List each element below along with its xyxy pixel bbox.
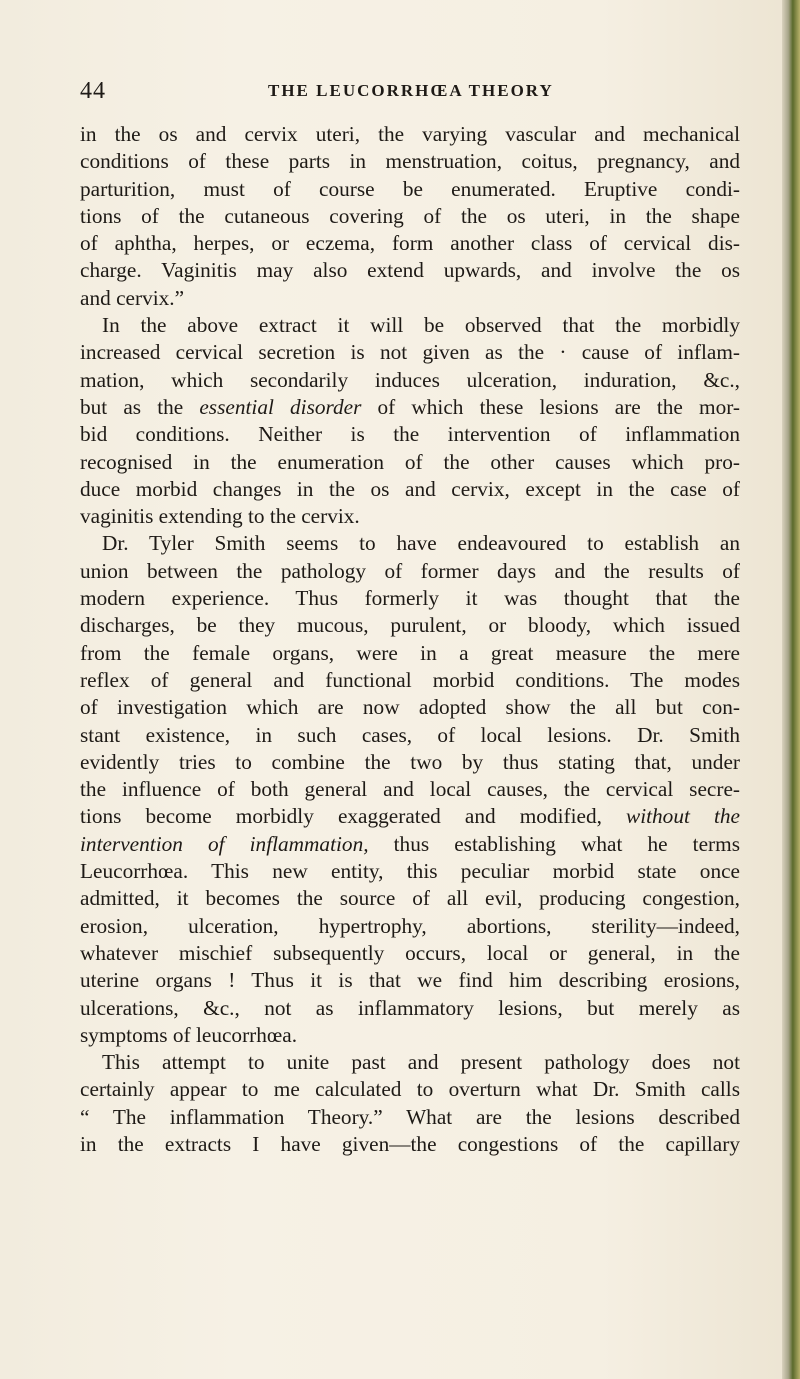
text-line: stant existence, in such cases, of local lesions. Dr. Smith	[80, 722, 740, 747]
text-fragment: of which these lesions are the mor-	[361, 394, 740, 419]
text-line-with-italic	[80, 394, 740, 421]
text-line-with-italic	[80, 803, 740, 830]
text-fragment: thus establishing what he terms	[368, 831, 740, 856]
text-line: increased cervical secretion is not given as the · cause of inflam-	[80, 340, 740, 365]
text-line: symptoms of leucorrhœa.	[80, 1022, 298, 1047]
italic-phrase: intervention of inflammation,	[80, 831, 369, 856]
page-header	[80, 78, 740, 108]
running-head: THE LEUCORRHŒA THEORY	[268, 81, 554, 100]
text-line: recognised in the enumeration of the other causes which pro-	[80, 449, 740, 474]
text-line: Dr. Tyler Smith seems to have endeavoured to establish an	[102, 531, 740, 556]
text-line: discharges, be they mucous, purulent, or bloody, which issued	[80, 613, 740, 638]
text-line: from the female organs, were in a great measure the mere	[80, 640, 740, 665]
text-line: mation, which secondarily induces ulceration, induration, &c.,	[80, 367, 740, 392]
italic-phrase: essential disorder	[199, 394, 362, 419]
body-text	[80, 121, 740, 1158]
text-fragment: tions become morbidly exaggerated and modified,	[80, 804, 626, 829]
text-line: parturition, must of course be enumerated. Eruptive condi-	[80, 176, 740, 201]
text-line: in the os and cervix uteri, the varying vascular and mechanical	[80, 122, 740, 146]
text-line: the influence of both general and local causes, the cervical secre-	[80, 777, 740, 802]
text-line: of investigation which are now adopted show the all but con-	[80, 695, 740, 720]
text-line: This attempt to unite past and present pathology does not	[102, 1050, 740, 1075]
text-line: union between the pathology of former days and the results of	[80, 558, 740, 583]
text-line: tions of the cutaneous covering of the os uteri, in the shape	[80, 203, 740, 228]
page-edge-binding	[782, 0, 800, 1379]
text-line: uterine organs ! Thus it is that we find him describing erosions,	[80, 968, 740, 993]
text-line: and cervix.”	[80, 285, 185, 310]
text-line: of aphtha, herpes, or eczema, form another class of cervical dis-	[80, 231, 740, 256]
text-line: admitted, it becomes the source of all evil, producing congestion,	[80, 886, 740, 911]
text-line: In the above extract it will be observed that the morbidly	[102, 313, 740, 338]
text-line: evidently tries to combine the two by thus stating that, under	[80, 749, 740, 774]
text-line: charge. Vaginitis may also extend upwards, and involve the os	[80, 258, 740, 283]
text-line: bid conditions. Neither is the intervention of inflammation	[80, 422, 740, 447]
text-line: “ The inflammation Theory.” What are the lesions described	[80, 1104, 740, 1129]
italic-phrase: without the	[626, 804, 740, 829]
text-line: erosion, ulceration, hypertrophy, abortions, sterility—indeed,	[80, 913, 740, 938]
page-number: 44	[80, 78, 106, 104]
text-line: ulcerations, &c., not as inflammatory lesions, but merely as	[80, 995, 740, 1020]
text-line: Leucorrhœa. This new entity, this peculiar morbid state once	[80, 859, 740, 884]
text-line: duce morbid changes in the os and cervix, except in the case of	[80, 476, 740, 501]
text-line: whatever mischief subsequently occurs, local or general, in the	[80, 940, 740, 965]
text-fragment: but as the	[80, 394, 200, 419]
text-line: modern experience. Thus formerly it was thought that the	[80, 586, 740, 611]
text-line: vaginitis extending to the cervix.	[80, 504, 360, 529]
text-line: in the extracts I have given—the congestions of the capillary	[80, 1131, 740, 1156]
text-line: reflex of general and functional morbid conditions. The modes	[80, 667, 740, 692]
text-line: conditions of these parts in menstruation, coitus, pregnancy, and	[80, 149, 740, 174]
text-line: certainly appear to me calculated to overturn what Dr. Smith calls	[80, 1077, 740, 1102]
text-line-with-italic	[80, 831, 740, 858]
